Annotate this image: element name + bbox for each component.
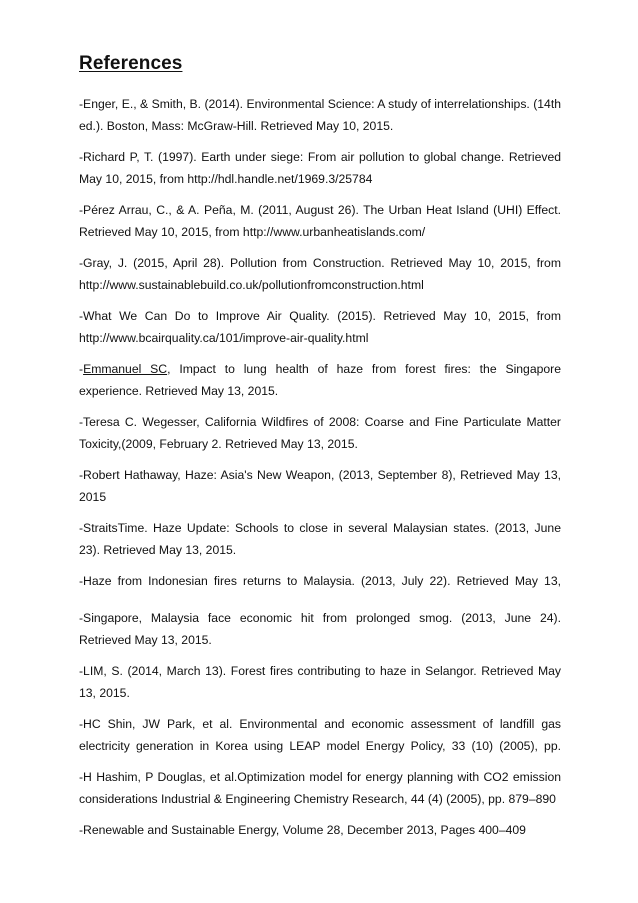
- reference-item: -Teresa C. Wegesser, California Wildfires of 2008: Coarse and Fine Particulate Matter Toxicity,(2009, February 2. Retrieved May 13, 2015.: [79, 415, 561, 451]
- reference-list: [79, 93, 561, 856]
- reference-item: [79, 358, 561, 402]
- reference-item: -What We Can Do to Improve Air Quality. (2015). Retrieved May 10, 2015, from http://www.bcairquality.ca/101/improve-air-quality.html: [79, 309, 561, 345]
- reference-item: -H Hashim, P Douglas, et al.Optimization model for energy planning with CO2 emission considerations Industrial & Engineering Chemistry Research, 44 (4) (2005), pp. 879–890: [79, 770, 561, 806]
- page-title: References: [79, 53, 183, 74]
- reference-item: -HC Shin, JW Park, et al. Environmental and economic assessment of landfill gas electricity generation in Korea using LEAP model Energy Policy, 33 (10) (2005), pp.: [79, 717, 561, 753]
- reference-item: -Pérez Arrau, C., & A. Peña, M. (2011, August 26). The Urban Heat Island (UHI) Effect. Retrieved May 10, 2015, from http://www.urbanheatislands.com/: [79, 203, 561, 239]
- reference-item: -StraitsTime. Haze Update: Schools to close in several Malaysian states. (2013, June 23). Retrieved May 13, 2015.: [79, 521, 561, 557]
- reference-text: , Impact to lung health of haze from forest fires: the Singapore experience. Retrieved May 13, 2015.: [79, 362, 561, 398]
- reference-item: -Singapore, Malaysia face economic hit from prolonged smog. (2013, June 24). Retrieved May 13, 2015.: [79, 611, 561, 647]
- reference-item: -Enger, E., & Smith, B. (2014). Environmental Science: A study of interrelationships. (14th ed.). Boston, Mass: McGraw-Hill. Retrieved May 10, 2015.: [79, 97, 561, 133]
- reference-item: -Robert Hathaway, Haze: Asia's New Weapon, (2013, September 8), Retrieved May 13, 2015: [79, 468, 561, 504]
- reference-item: -Gray, J. (2015, April 28). Pollution from Construction. Retrieved May 10, 2015, from http://www.sustainablebuild.co.uk/pollutionfromconstruction.html: [79, 256, 561, 292]
- reference-item: -Haze from Indonesian fires returns to Malaysia. (2013, July 22). Retrieved May 13,: [79, 574, 561, 588]
- reference-item: -LIM, S. (2014, March 13). Forest fires contributing to haze in Selangor. Retrieved May 13, 2015.: [79, 664, 561, 700]
- reference-prefix: -: [79, 362, 84, 376]
- reference-author-link[interactable]: Emmanuel SC: [83, 362, 168, 376]
- reference-item: -Renewable and Sustainable Energy, Volume 28, December 2013, Pages 400–409: [79, 823, 526, 837]
- reference-item: -Richard P, T. (1997). Earth under siege: From air pollution to global change. Retrieved May 10, 2015, from http://hdl.handle.net/1969.3/25784: [79, 150, 561, 186]
